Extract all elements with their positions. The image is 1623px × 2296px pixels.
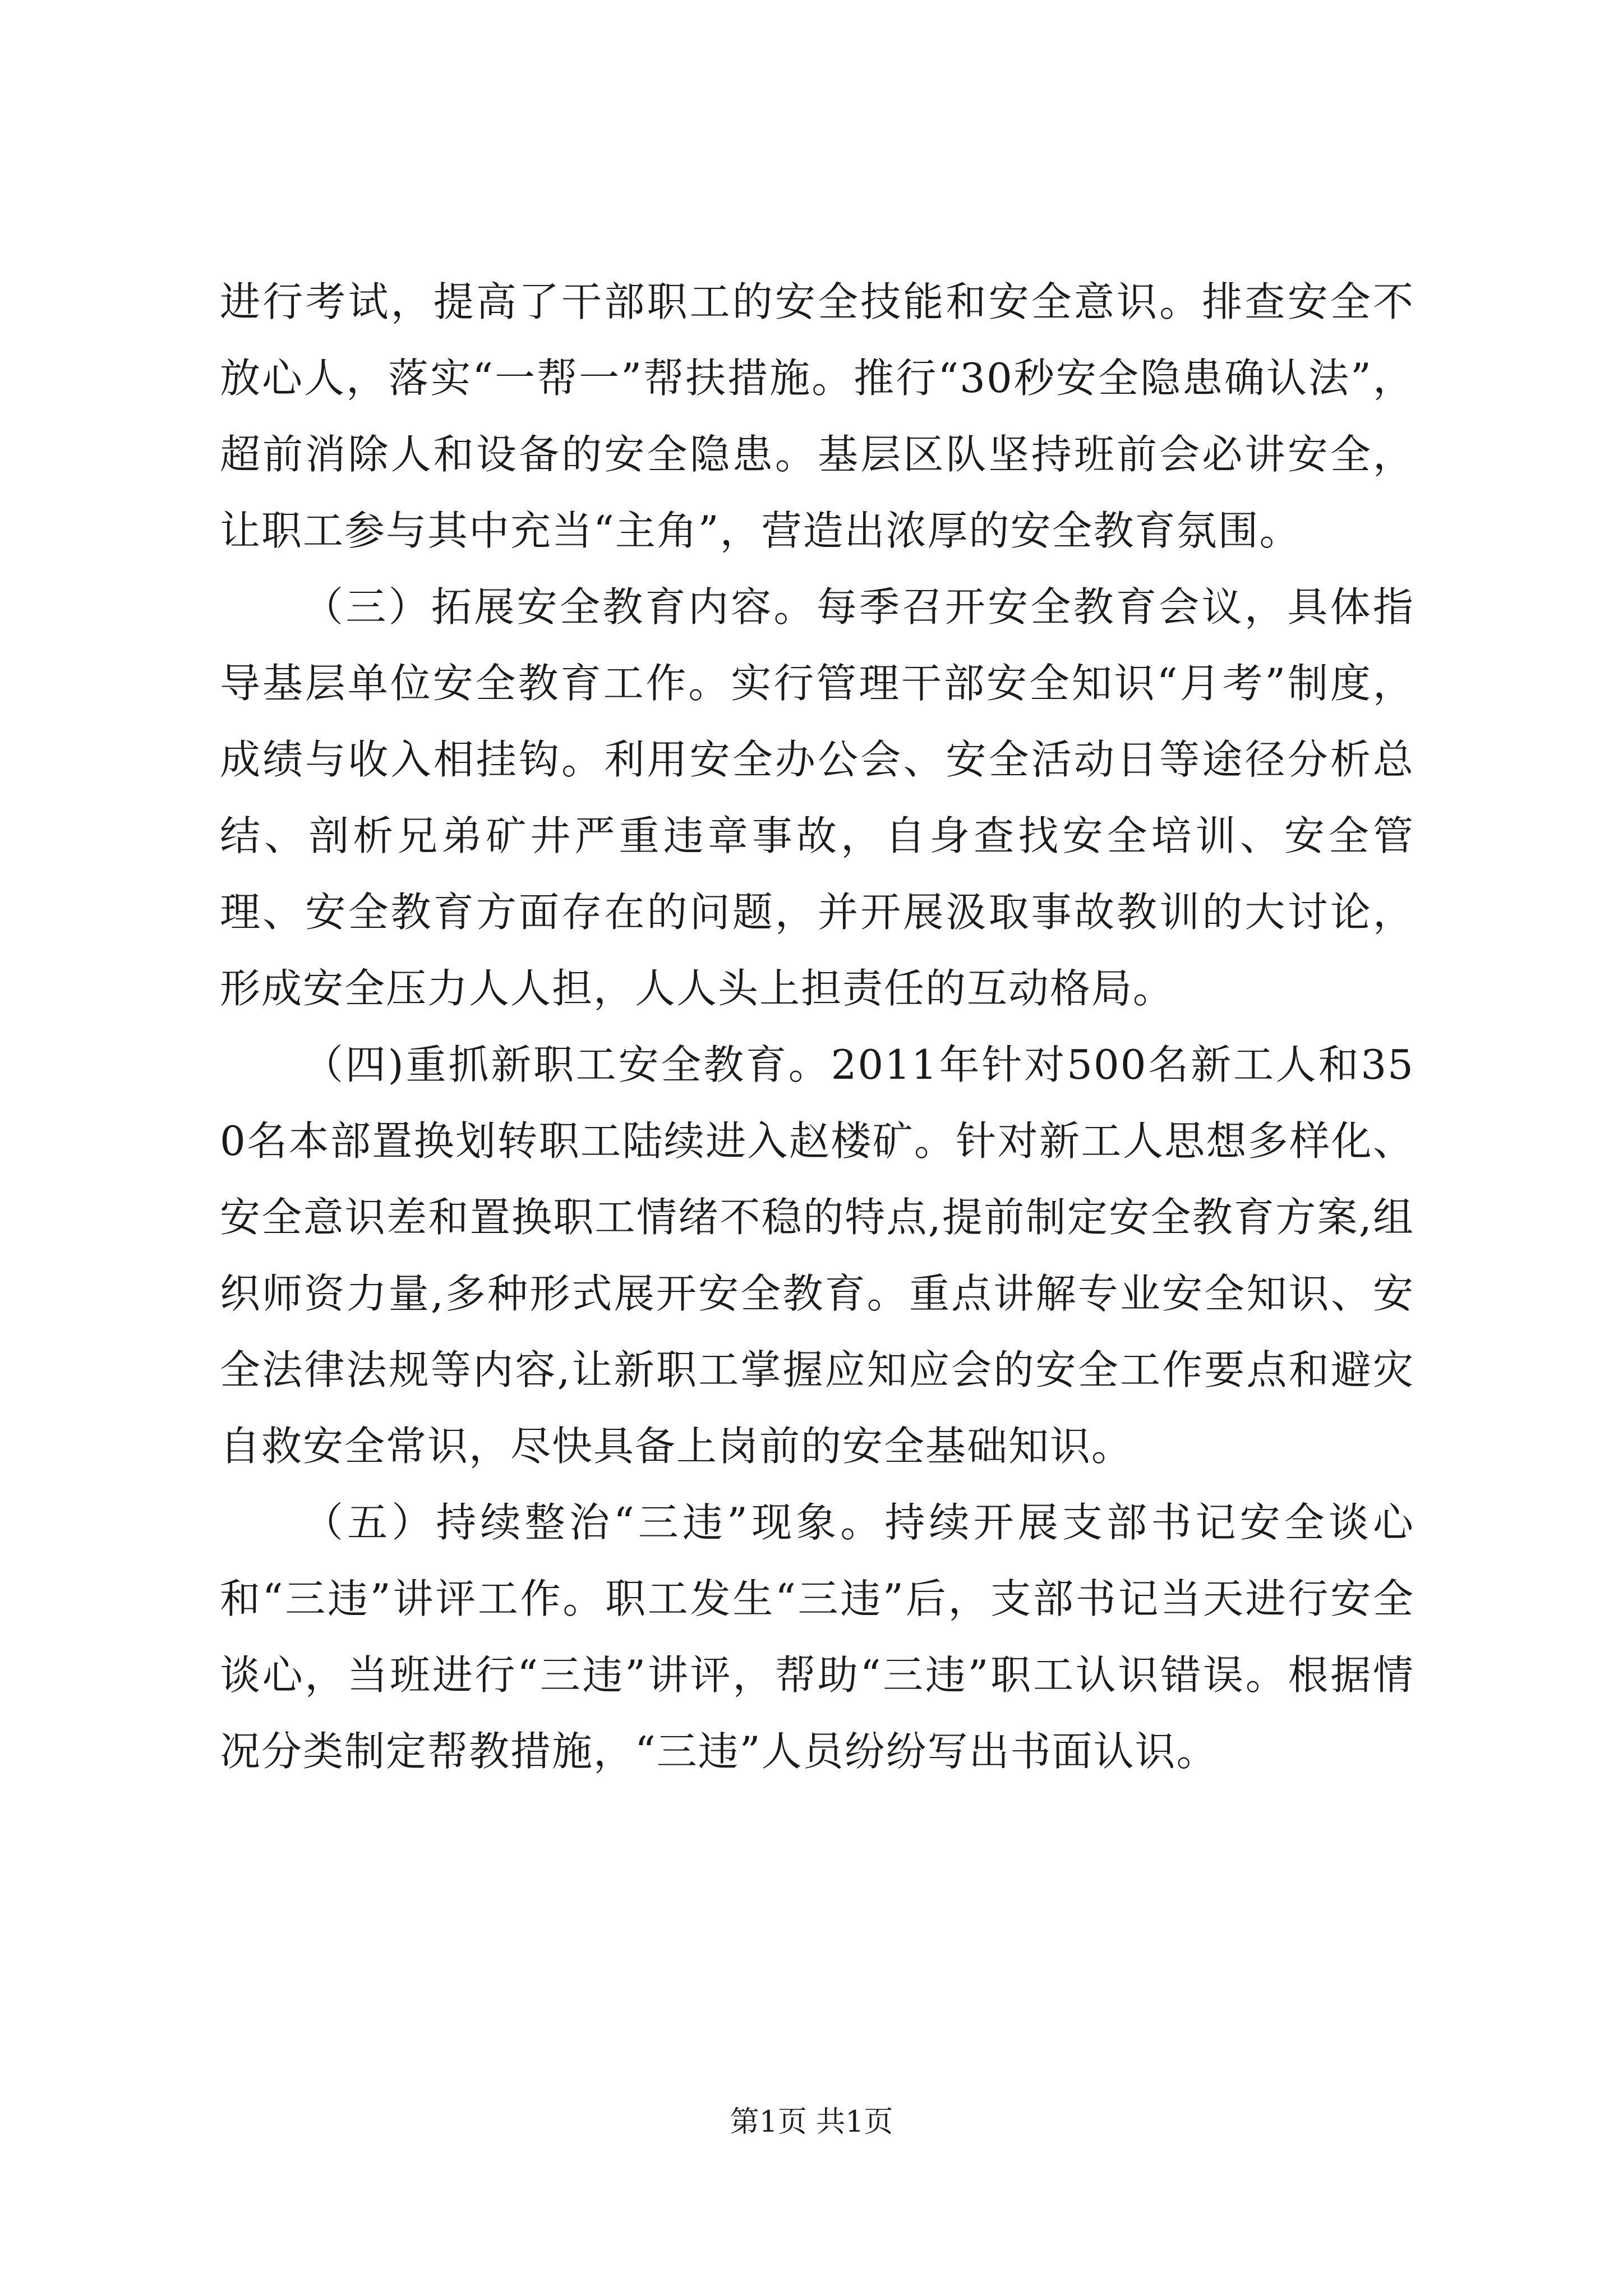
document-body bbox=[220, 264, 1414, 1789]
paragraph-section-4: （四)重抓新职工安全教育。2011年针对500名新工人和350名本部置换划转职工陆续进入赵楼矿。针对新工人思想多样化、安全意识差和置换职工情绪不稳的特点,提前制定安全教育方案,组织师资力量,多种形式展开安全教育。重点讲解专业安全知识、安全法律法规等内容,让新职工掌握应知应会的安全工作要点和避灾自救安全常识，尽快具备上岗前的安全基础知识。 bbox=[220, 1041, 1414, 1470]
page-number: 第1页 共1页 bbox=[730, 2105, 893, 2139]
paragraph-section-5: （五）持续整治“三违”现象。持续开展支部书记安全谈心和“三违”讲评工作。职工发生“三违”后，支部书记当天进行安全谈心，当班进行“三违”讲评，帮助“三违”职工认识错误。根据情况分类制定帮教措施，“三违”人员纷纷写出书面认识。 bbox=[220, 1499, 1414, 1775]
page-footer bbox=[0, 2102, 1623, 2142]
paragraph-section-3: （三）拓展安全教育内容。每季召开安全教育会议，具体指导基层单位安全教育工作。实行管理干部安全知识“月考”制度，成绩与收入相挂钩。利用安全办公会、安全活动日等途径分析总结、剖析兄弟矿井严重违章事故，自身查找安全培训、安全管理、安全教育方面存在的问题，并开展汲取事故教训的大讨论，形成安全压力人人担，人人头上担责任的互动格局。 bbox=[220, 583, 1414, 1012]
paragraph-continuation: 进行考试，提高了干部职工的安全技能和安全意识。排查安全不放心人，落实“一帮一”帮扶措施。推行“30秒安全隐患确认法”，超前消除人和设备的安全隐患。基层区队坚持班前会必讲安全，让职工参与其中充当“主角”，营造出浓厚的安全教育氛围。 bbox=[220, 278, 1414, 554]
